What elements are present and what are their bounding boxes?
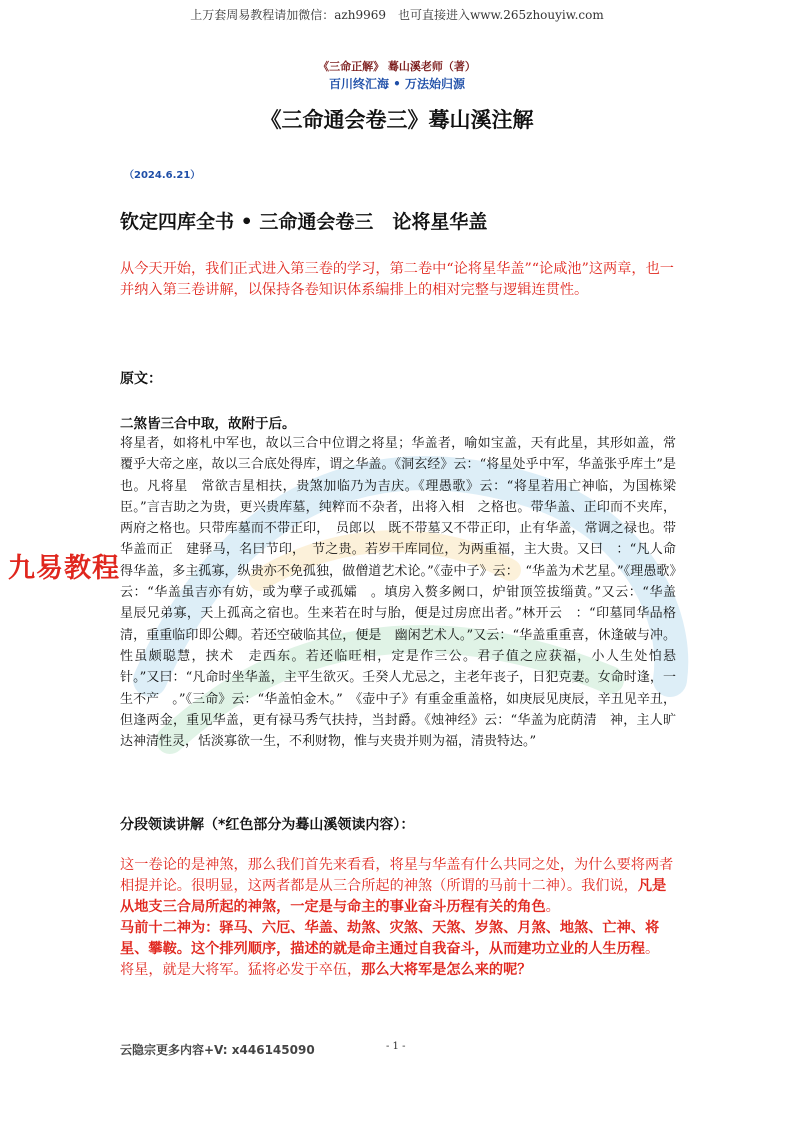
original-text: 将星者，如将札中军也，故以三合中位谓之将星；华盖者，喻如宝盖，天有此星，其形如盖，常覆乎大帝之座，故以三合底处得库，谓之华盖。《洞玄经》云：“将星处乎中军，华盖张乎库土”是也。凡将星 常欲吉星相扶，贵煞加临乃为吉庆。《理愚歌》云：“将星若用亡神临，为国栋梁臣。”言吉助之为贵，更兴贵库墓，纯粹而不杂者，出将入相 之格也。带华盖、正印而不夹库，两府之格也。只带库墓而不带正印， 员郎以 既不带墓又不带正印，止有华盖，常调之禄也。带华盖而正 建驿马，名曰节印， 节之贵。若岁干库同位，为两重福，主大贵。又曰 ：“凡人命得华盖，多主孤寡，纵贵亦不免孤独，做僧道艺术论。”《壶中子》云： “华盖为术艺星。”《理愚歌》云：“华盖虽吉亦有妨，或为孽子或孤孀 。填房入赘多阙口，炉钳顶笠拔缁黄。”又云：“华盖 星辰兄弟寡，天上孤高之宿也。生来若在时与胎，便是过房庶出者。”林开云 ：“印墓同华品格清，重重临印即公卿。若还空破临其位，便是 幽闲艺术人。”又云：“华盖重重喜，休逢破与冲。性虽颇聪慧，挟术 走西东。若还临旺相，定是作三公。君子值之应获福，小人生处怕悬 针。”又曰：“凡命时坐华盖，主平生欲灭。壬癸人尤忌之，主老年丧子，日犯克妻。女命时逢，一生不产 。”《三命》云：“华盖怕金木。” 《壶中子》有重金重盖格，如庚辰见庚辰，辛丑见辛丑，但逢两金，重见华盖，更有禄马秀气扶持，当封爵。《烛神经》云：“华盖为庇荫清 神，主人旷达神清性灵，恬淡寡欲一生，不利财物，惟与夹贵并则为福，清贵特达。” [120, 436, 690, 750]
commentary-end-1: 。 [545, 899, 560, 915]
document-date: （2024.6.21） [124, 170, 201, 181]
watermark-text: 九易教程 [8, 553, 120, 584]
commentary-text-3: 将星，就是大将军。猛将必发于卒伍， [120, 962, 362, 978]
page-number: - 1 - [386, 1041, 406, 1052]
commentary-end-2: 。 [644, 941, 660, 957]
commentary-bold-1: 凡是从地支三合局所起的神煞，一定是与命主的事业奋斗历程有关的角色 [120, 878, 667, 915]
footer-contact: 云隐宗更多内容+V: x446145090 [120, 1043, 315, 1057]
book-header: 《三命正解》 蓦山溪老师（著） [318, 60, 476, 73]
commentary [120, 855, 676, 981]
original-text-label: 原文： [120, 371, 162, 387]
commentary-bold-3: 那么大将军是怎么来的呢？ [361, 962, 532, 978]
commentary-bold-2: 马前十二神为：驿马、六厄、华盖、劫煞、灾煞、天煞、岁煞、月煞、地煞、亡神、将星、攀鞍。这个排列顺序，描述的就是命主通过自我奋斗，从而建功立业的人生历程 [120, 920, 660, 957]
top-notice: 上万套周易教程请加微信：azh9969 也可直接进入www.265zhouyiw.com [190, 8, 604, 22]
commentary-text-1: 这一卷论的是神煞，那么我们首先来看看，将星与华盖有什么共同之处，为什么要将两者相提并论。很明显，这两者都是从三合所起的神煞（所谓的马前十二神）。我们说， [120, 857, 674, 894]
intro-paragraph: 从今天开始，我们正式进入第三卷的学习，第二卷中“论将星华盖”“论咸池”这两章，也一并纳入第三卷讲解，以保持各卷知识体系编排上的相对完整与逻辑连贯性。 [120, 261, 674, 298]
section-title: 钦定四库全书 • 三命通会卷三 论将星华盖 [120, 211, 488, 233]
book-motto: 百川终汇海 • 万法始归源 [328, 77, 466, 91]
segment-reading-label: 分段领读讲解（*红色部分为蓦山溪领读内容）： [120, 817, 415, 833]
document-title: 《三命通会卷三》蓦山溪注解 [260, 108, 534, 132]
original-subheading: 二煞皆三合中取，故附于后。 [120, 416, 296, 432]
